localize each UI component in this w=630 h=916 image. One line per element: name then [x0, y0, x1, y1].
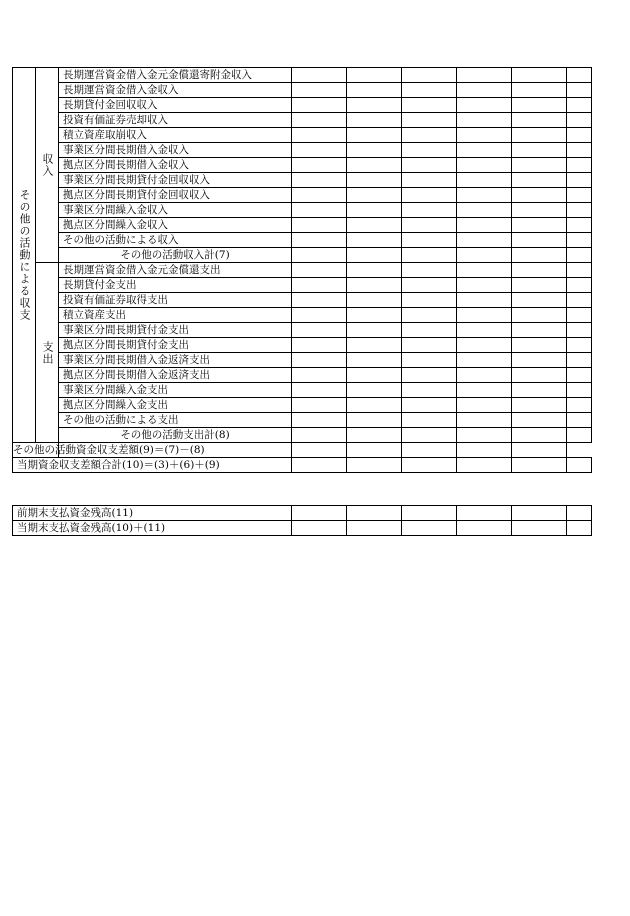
table-row [13, 413, 592, 428]
receipt-item-label: 長期貸付金回収収入 [59, 98, 292, 113]
amount-cell [567, 398, 592, 413]
fund-balance-table [12, 505, 592, 536]
amount-cell [457, 68, 512, 83]
receipts-label: 収入 [36, 68, 59, 263]
expenditure-item-label: 事業区分間繰入金支出 [59, 383, 292, 398]
amount-cell [512, 68, 567, 83]
receipt-item-label: 積立資産取崩収入 [59, 128, 292, 143]
amount-cell [347, 203, 402, 218]
amount-cell [402, 128, 457, 143]
amount-cell [512, 113, 567, 128]
amount-cell [292, 506, 347, 521]
amount-cell [292, 383, 347, 398]
amount-cell [567, 338, 592, 353]
amount-cell [292, 338, 347, 353]
amount-cell [457, 413, 512, 428]
table-row [13, 233, 592, 248]
amount-cell [347, 458, 402, 473]
table-row [13, 521, 592, 536]
amount-cell [347, 428, 402, 443]
amount-cell [347, 218, 402, 233]
table-row [13, 158, 592, 173]
receipt-item-label: その他の活動による収入 [59, 233, 292, 248]
expenditure-item-label: 拠点区分間繰入金支出 [59, 398, 292, 413]
table-row [13, 353, 592, 368]
amount-cell [347, 278, 402, 293]
amount-cell [292, 203, 347, 218]
amount-cell [292, 521, 347, 536]
amount-cell [402, 68, 457, 83]
amount-cell [567, 458, 592, 473]
amount-cell [457, 353, 512, 368]
amount-cell [347, 308, 402, 323]
amount-cell [567, 521, 592, 536]
amount-cell [512, 248, 567, 263]
amount-cell [402, 413, 457, 428]
amount-cell [292, 218, 347, 233]
amount-cell [567, 143, 592, 158]
amount-cell [402, 443, 457, 458]
table-row [13, 398, 592, 413]
amount-cell [457, 428, 512, 443]
amount-cell [402, 218, 457, 233]
amount-cell [347, 158, 402, 173]
amount-cell [292, 353, 347, 368]
amount-cell [567, 353, 592, 368]
amount-cell [567, 278, 592, 293]
amount-cell [512, 443, 567, 458]
amount-cell [457, 368, 512, 383]
amount-cell [347, 143, 402, 158]
expenditure-item-label: 事業区分間長期貸付金支出 [59, 323, 292, 338]
amount-cell [402, 383, 457, 398]
table-row [13, 293, 592, 308]
expenditures-subtotal-label: その他の活動支出計(8) [59, 428, 292, 443]
grand-total-label: 当期資金収支差額合計(10)＝(3)＋(6)＋(9) [13, 458, 292, 473]
amount-cell [402, 83, 457, 98]
table-row [13, 506, 592, 521]
amount-cell [457, 458, 512, 473]
amount-cell [292, 323, 347, 338]
amount-cell [347, 98, 402, 113]
amount-cell [567, 308, 592, 323]
table-row [13, 308, 592, 323]
expenditure-item-label: 拠点区分間長期借入金返済支出 [59, 368, 292, 383]
amount-cell [347, 248, 402, 263]
table-row [13, 128, 592, 143]
amount-cell [512, 521, 567, 536]
amount-cell [292, 368, 347, 383]
amount-cell [347, 443, 402, 458]
amount-cell [347, 398, 402, 413]
other-activities-table [12, 67, 592, 473]
amount-cell [402, 158, 457, 173]
expenditure-item-label: 積立資産支出 [59, 308, 292, 323]
amount-cell [457, 323, 512, 338]
table-row [13, 173, 592, 188]
amount-cell [567, 128, 592, 143]
receipt-item-label: 長期運営資金借入金収入 [59, 83, 292, 98]
amount-cell [457, 203, 512, 218]
amount-cell [402, 113, 457, 128]
amount-cell [567, 113, 592, 128]
amount-cell [402, 188, 457, 203]
amount-cell [512, 413, 567, 428]
amount-cell [512, 458, 567, 473]
amount-cell [567, 173, 592, 188]
amount-cell [347, 83, 402, 98]
amount-cell [567, 203, 592, 218]
receipt-item-label: 事業区分間長期借入金収入 [59, 143, 292, 158]
table-row [13, 338, 592, 353]
amount-cell [512, 383, 567, 398]
balance-row-label: 当期末支払資金残高(10)＋(11) [13, 521, 292, 536]
table-row [13, 218, 592, 233]
amount-cell [457, 278, 512, 293]
amount-cell [402, 308, 457, 323]
amount-cell [567, 68, 592, 83]
amount-cell [292, 263, 347, 278]
amount-cell [402, 506, 457, 521]
table-row [13, 278, 592, 293]
expenditure-item-label: 事業区分間長期借入金返済支出 [59, 353, 292, 368]
amount-cell [457, 143, 512, 158]
expenditure-item-label: 投資有価証券取得支出 [59, 293, 292, 308]
amount-cell [402, 248, 457, 263]
amount-cell [292, 68, 347, 83]
table-row [13, 368, 592, 383]
table-row [13, 98, 592, 113]
amount-cell [292, 188, 347, 203]
amount-cell [292, 128, 347, 143]
amount-cell [457, 263, 512, 278]
expenditure-item-label: 長期運営資金借入金元金償還支出 [59, 263, 292, 278]
table-row [13, 323, 592, 338]
amount-cell [567, 293, 592, 308]
amount-cell [512, 308, 567, 323]
table-row [13, 188, 592, 203]
amount-cell [292, 83, 347, 98]
receipt-item-label: 拠点区分間長期貸付金回収収入 [59, 188, 292, 203]
amount-cell [292, 428, 347, 443]
amount-cell [292, 293, 347, 308]
amount-cell [512, 98, 567, 113]
amount-cell [512, 233, 567, 248]
amount-cell [347, 173, 402, 188]
amount-cell [347, 233, 402, 248]
amount-cell [512, 218, 567, 233]
difference-label: その他の活動資金収支差額(9)＝(7)－(8) [13, 444, 205, 456]
amount-cell [567, 323, 592, 338]
amount-cell [402, 203, 457, 218]
table-row [13, 203, 592, 218]
receipt-item-label: 拠点区分間繰入金収入 [59, 218, 292, 233]
amount-cell [457, 218, 512, 233]
amount-cell [292, 143, 347, 158]
amount-cell [347, 368, 402, 383]
amount-cell [347, 128, 402, 143]
table-row [13, 143, 592, 158]
amount-cell [292, 158, 347, 173]
amount-cell [457, 158, 512, 173]
amount-cell [402, 233, 457, 248]
balance-row-label: 前期末支払資金残高(11) [13, 506, 292, 521]
receipts-subtotal-label: その他の活動収入計(7) [59, 248, 292, 263]
expenditures-label: 支出 [36, 263, 59, 443]
amount-cell [292, 398, 347, 413]
table-row [13, 248, 592, 263]
table-row [13, 68, 592, 83]
receipt-item-label: 拠点区分間長期借入金収入 [59, 158, 292, 173]
amount-cell [567, 506, 592, 521]
amount-cell [457, 443, 512, 458]
amount-cell [512, 263, 567, 278]
amount-cell [512, 323, 567, 338]
amount-cell [292, 248, 347, 263]
amount-cell [292, 413, 347, 428]
amount-cell [292, 308, 347, 323]
amount-cell [457, 521, 512, 536]
amount-cell [457, 383, 512, 398]
amount-cell [457, 248, 512, 263]
amount-cell [402, 353, 457, 368]
amount-cell [457, 506, 512, 521]
receipt-item-label: 投資有価証券売却収入 [59, 113, 292, 128]
amount-cell [512, 353, 567, 368]
amount-cell [292, 98, 347, 113]
amount-cell [402, 458, 457, 473]
amount-cell [402, 98, 457, 113]
table-row [13, 263, 592, 278]
amount-cell [457, 113, 512, 128]
amount-cell [402, 323, 457, 338]
amount-cell [402, 293, 457, 308]
amount-cell [567, 413, 592, 428]
amount-cell [402, 398, 457, 413]
amount-cell [347, 68, 402, 83]
table-row [13, 458, 592, 473]
amount-cell [457, 128, 512, 143]
receipt-item-label: 長期運営資金借入金元金償還寄附金収入 [59, 68, 292, 83]
expenditure-item-label: 長期貸付金支出 [59, 278, 292, 293]
amount-cell [512, 278, 567, 293]
amount-cell [292, 173, 347, 188]
amount-cell [512, 173, 567, 188]
amount-cell [292, 458, 347, 473]
amount-cell [457, 398, 512, 413]
receipt-item-label: 事業区分間長期貸付金回収収入 [59, 173, 292, 188]
amount-cell [457, 233, 512, 248]
amount-cell [567, 428, 592, 443]
amount-cell [402, 278, 457, 293]
amount-cell [347, 383, 402, 398]
amount-cell [292, 278, 347, 293]
amount-cell [402, 521, 457, 536]
amount-cell [347, 293, 402, 308]
amount-cell [512, 428, 567, 443]
amount-cell [347, 413, 402, 428]
amount-cell [402, 263, 457, 278]
expenditure-item-label: 拠点区分間長期貸付金支出 [59, 338, 292, 353]
amount-cell [457, 338, 512, 353]
amount-cell [347, 338, 402, 353]
amount-cell [292, 443, 347, 458]
amount-cell [347, 323, 402, 338]
amount-cell [567, 158, 592, 173]
table-row [13, 113, 592, 128]
amount-cell [512, 398, 567, 413]
amount-cell [512, 83, 567, 98]
amount-cell [402, 368, 457, 383]
amount-cell [457, 98, 512, 113]
amount-cell [567, 233, 592, 248]
amount-cell [512, 188, 567, 203]
amount-cell [567, 83, 592, 98]
amount-cell [292, 113, 347, 128]
table-row [13, 443, 592, 458]
table-row [13, 83, 592, 98]
amount-cell [457, 83, 512, 98]
table-row [13, 383, 592, 398]
amount-cell [567, 188, 592, 203]
amount-cell [457, 293, 512, 308]
amount-cell [347, 521, 402, 536]
amount-cell [457, 308, 512, 323]
amount-cell [402, 338, 457, 353]
amount-cell [512, 506, 567, 521]
amount-cell [512, 143, 567, 158]
amount-cell [512, 293, 567, 308]
amount-cell [567, 263, 592, 278]
amount-cell [567, 218, 592, 233]
amount-cell [567, 98, 592, 113]
amount-cell [347, 188, 402, 203]
amount-cell [567, 248, 592, 263]
amount-cell [457, 173, 512, 188]
amount-cell [567, 383, 592, 398]
table-row [13, 428, 592, 443]
amount-cell [347, 113, 402, 128]
amount-cell [402, 173, 457, 188]
amount-cell [512, 338, 567, 353]
amount-cell [512, 158, 567, 173]
amount-cell [347, 506, 402, 521]
amount-cell [567, 368, 592, 383]
amount-cell [347, 353, 402, 368]
amount-cell [512, 203, 567, 218]
receipt-item-label: 事業区分間繰入金収入 [59, 203, 292, 218]
amount-cell [292, 233, 347, 248]
section-label: その他の活動による収支 [13, 68, 36, 443]
amount-cell [457, 188, 512, 203]
expenditure-item-label: その他の活動による支出 [59, 413, 292, 428]
amount-cell [402, 428, 457, 443]
amount-cell [512, 128, 567, 143]
amount-cell [512, 368, 567, 383]
amount-cell [402, 143, 457, 158]
amount-cell [347, 263, 402, 278]
